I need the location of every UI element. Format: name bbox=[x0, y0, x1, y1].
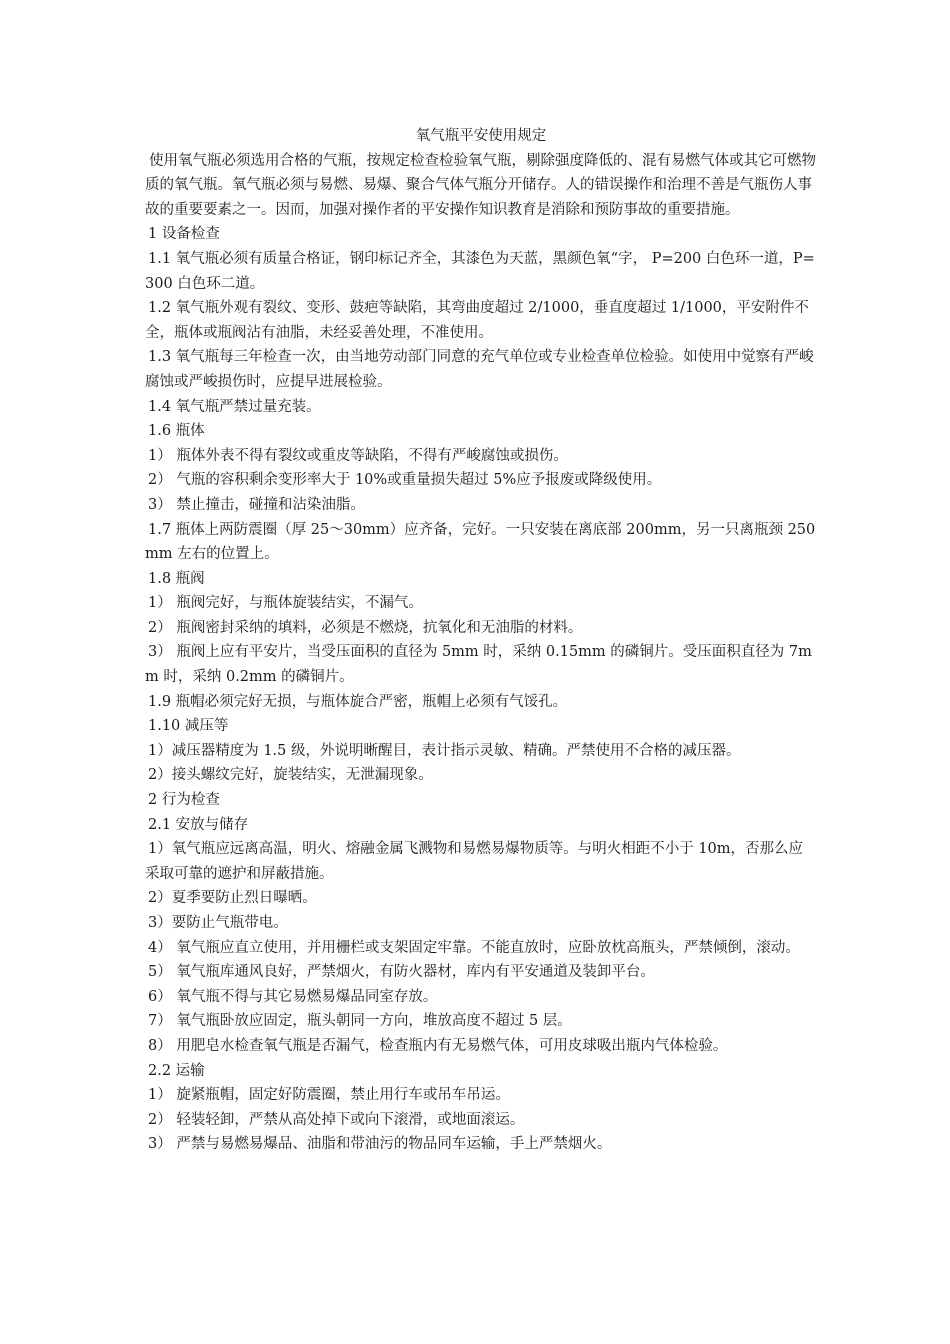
list-item: 1） 旋紧瓶帽，固定好防震圈，禁止用行车或吊车吊运。 bbox=[148, 1087, 510, 1104]
paragraph: 1.7 瓶体上两防震圈（厚 25～30mm）应齐备，完好。一只安装在离底部 200mm，另一只离瓶颈 250mm 左右的位置上。 bbox=[145, 521, 816, 563]
list-item: 2）夏季要防止烈日曝晒。 bbox=[148, 890, 317, 907]
paragraph: 1.1 氧气瓶必须有质量合格证，钢印标记齐全，其漆色为天蓝，黑颜色氧“字， P=200 白色环一道，P=300 白色环二道。 bbox=[145, 250, 815, 292]
paragraph-list bbox=[145, 149, 817, 1157]
list-item: 2） 气瓶的容积剩余变形率大于 10%或重量损失超过 5%应予报废或降级使用。 bbox=[148, 472, 662, 489]
list-item: 1） 瓶体外表不得有裂纹或重皮等缺陷，不得有严峻腐蚀或损伤。 bbox=[148, 447, 568, 464]
section-heading: 2 行为检查 bbox=[148, 792, 220, 809]
subsection-heading: 1.8 瓶阀 bbox=[148, 570, 205, 587]
list-item: 5） 氧气瓶库通风良好，严禁烟火，有防火器材，库内有平安通道及装卸平台。 bbox=[148, 964, 655, 981]
subsection-heading: 1.10 减压等 bbox=[148, 718, 229, 735]
list-item: 3） 严禁与易燃易爆品、油脂和带油污的物品同车运输，手上严禁烟火。 bbox=[148, 1136, 612, 1153]
paragraph: 1.3 氧气瓶每三年检查一次，由当地劳动部门同意的充气单位或专业检查单位检验。如使用中觉察有严峻腐蚀或严峻损伤时，应提早进展检验。 bbox=[145, 349, 814, 390]
list-item: 1）氧气瓶应远离高温，明火、熔融金属飞溅物和易燃易爆物质等。与明火相距不小于 10m，否那么应采取可靠的遮护和屏蔽措施。 bbox=[145, 841, 804, 882]
list-item: 3） 禁止撞击，碰撞和沾染油脂。 bbox=[148, 496, 365, 513]
list-item: 2） 瓶阀密封采纳的填料，必须是不燃烧，抗氧化和无油脂的材料。 bbox=[148, 619, 583, 636]
list-item: 2） 轻装轻卸，严禁从高处掉下或向下滚滑，或地面滚运。 bbox=[148, 1111, 525, 1128]
paragraph: 1.4 氧气瓶严禁过量充装。 bbox=[148, 398, 321, 415]
list-item: 3） 瓶阀上应有平安片，当受压面积的直径为 5mm 时，采纳 0.15mm 的磷铜片。受压面积直径为 7mm 时，采纳 0.2mm 的磷铜片。 bbox=[145, 644, 812, 686]
paragraph: 1.2 氧气瓶外观有裂纹、变形、鼓疤等缺陷，其弯曲度超过 2/1000，垂直度超过 1/1000，平安附件不全，瓶体或瓶阀沾有油脂，未经妥善处理，不准使用。 bbox=[145, 300, 809, 341]
list-item: 4） 氧气瓶应直立使用，并用栅栏或支架固定牢靠。不能直放时，应卧放枕高瓶头，严禁倾倒，滚动。 bbox=[148, 939, 800, 956]
section-heading: 1 设备检查 bbox=[148, 226, 220, 243]
subsection-heading: 1.6 瓶体 bbox=[148, 423, 205, 440]
list-item: 1） 瓶阀完好，与瓶体旋装结实，不漏气。 bbox=[148, 595, 423, 612]
list-item: 8） 用肥皂水检查氧气瓶是否漏气，检查瓶内有无易燃气体，可用皮球吸出瓶内气体检验。 bbox=[148, 1037, 728, 1054]
list-item: 2）接头螺纹完好，旋装结实，无泄漏现象。 bbox=[148, 767, 433, 784]
document-body bbox=[145, 124, 817, 1157]
list-item: 3）要防止气瓶带电。 bbox=[148, 915, 288, 931]
list-item: 6） 氧气瓶不得与其它易燃易爆品同室存放。 bbox=[148, 988, 438, 1005]
subsection-heading: 2.1 安放与储存 bbox=[148, 816, 249, 833]
paragraph: 1.9 瓶帽必须完好无损，与瓶体旋合严密，瓶帽上必须有气馁孔。 bbox=[148, 693, 568, 710]
subsection-heading: 2.2 运输 bbox=[148, 1062, 205, 1079]
list-item: 1）减压器精度为 1.5 级，外说明晰醒目，表计指示灵敏、精确。严禁使用不合格的减压器。 bbox=[148, 742, 741, 759]
list-item: 7） 氧气瓶卧放应固定，瓶头朝同一方向，堆放高度不超过 5 层。 bbox=[148, 1013, 572, 1030]
document-title: 氧气瓶平安使用规定 bbox=[415, 128, 547, 144]
intro-paragraph: 使用氧气瓶必须选用合格的气瓶，按规定检查检验氧气瓶，剔除强度降低的、混有易燃气体或其它可燃物质的氧气瓶。氧气瓶必须与易燃、易爆、聚合气体气瓶分开储存。人的错误操作和治理不善是气瓶伤人事故的重要要素之一。因而，加强对操作者的平安操作知识教育是消除和预防事故的重要措施。 bbox=[145, 152, 816, 218]
